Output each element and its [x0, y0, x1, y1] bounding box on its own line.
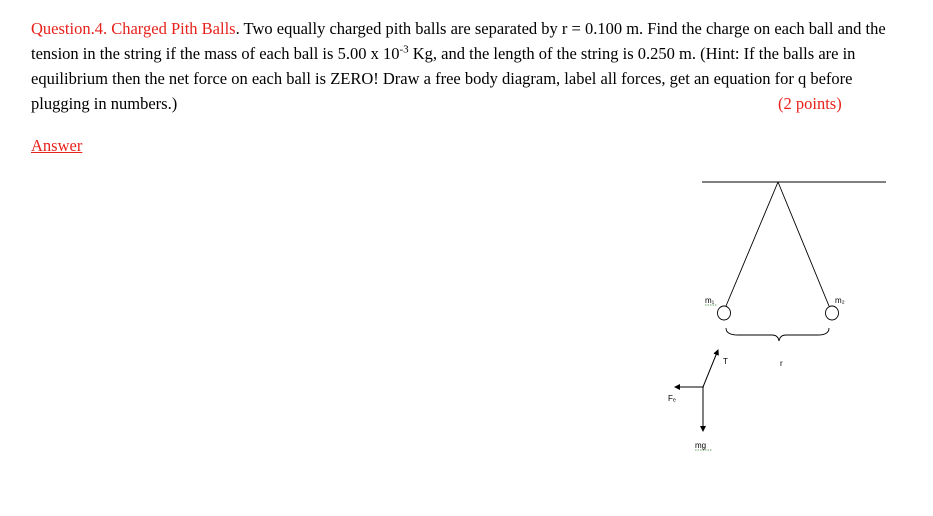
question-body-part2: Kg, and the length of the string is 0.250 m. (Hint: If the balls are in equilibrium then the net force on each ball is ZERO! Draw a free body diagram, label all forces, get an equation for q before plugging in numbers.) — [31, 44, 856, 113]
question-exponent: -3 — [399, 43, 409, 56]
tension-arrow — [703, 350, 718, 387]
separation-label: r — [780, 359, 783, 368]
question-body-part1: Two equally charged pith balls are separated by r = 0.100 m. Find the charge on each ball and the tension in the string if the mass of each ball is 5.00 x 10 — [31, 19, 886, 63]
points-label: (2 points) — [778, 94, 842, 113]
ball-2 — [826, 306, 839, 320]
tension-label: T — [723, 357, 728, 366]
answer-link[interactable]: Answer — [31, 136, 83, 155]
weight-label: mg — [695, 441, 707, 450]
question-title-punct: . — [235, 19, 240, 38]
ball-1 — [718, 306, 731, 320]
electric-force-label: Fₑ — [668, 394, 676, 403]
separation-brace — [726, 328, 829, 341]
ball-1-label: m₁ — [705, 296, 715, 305]
ball-2-label: m₂ — [835, 296, 845, 305]
question-title: Charged Pith Balls — [111, 19, 236, 38]
string-left — [726, 182, 778, 306]
question-number: Question.4. — [31, 19, 108, 38]
string-right — [778, 182, 829, 306]
